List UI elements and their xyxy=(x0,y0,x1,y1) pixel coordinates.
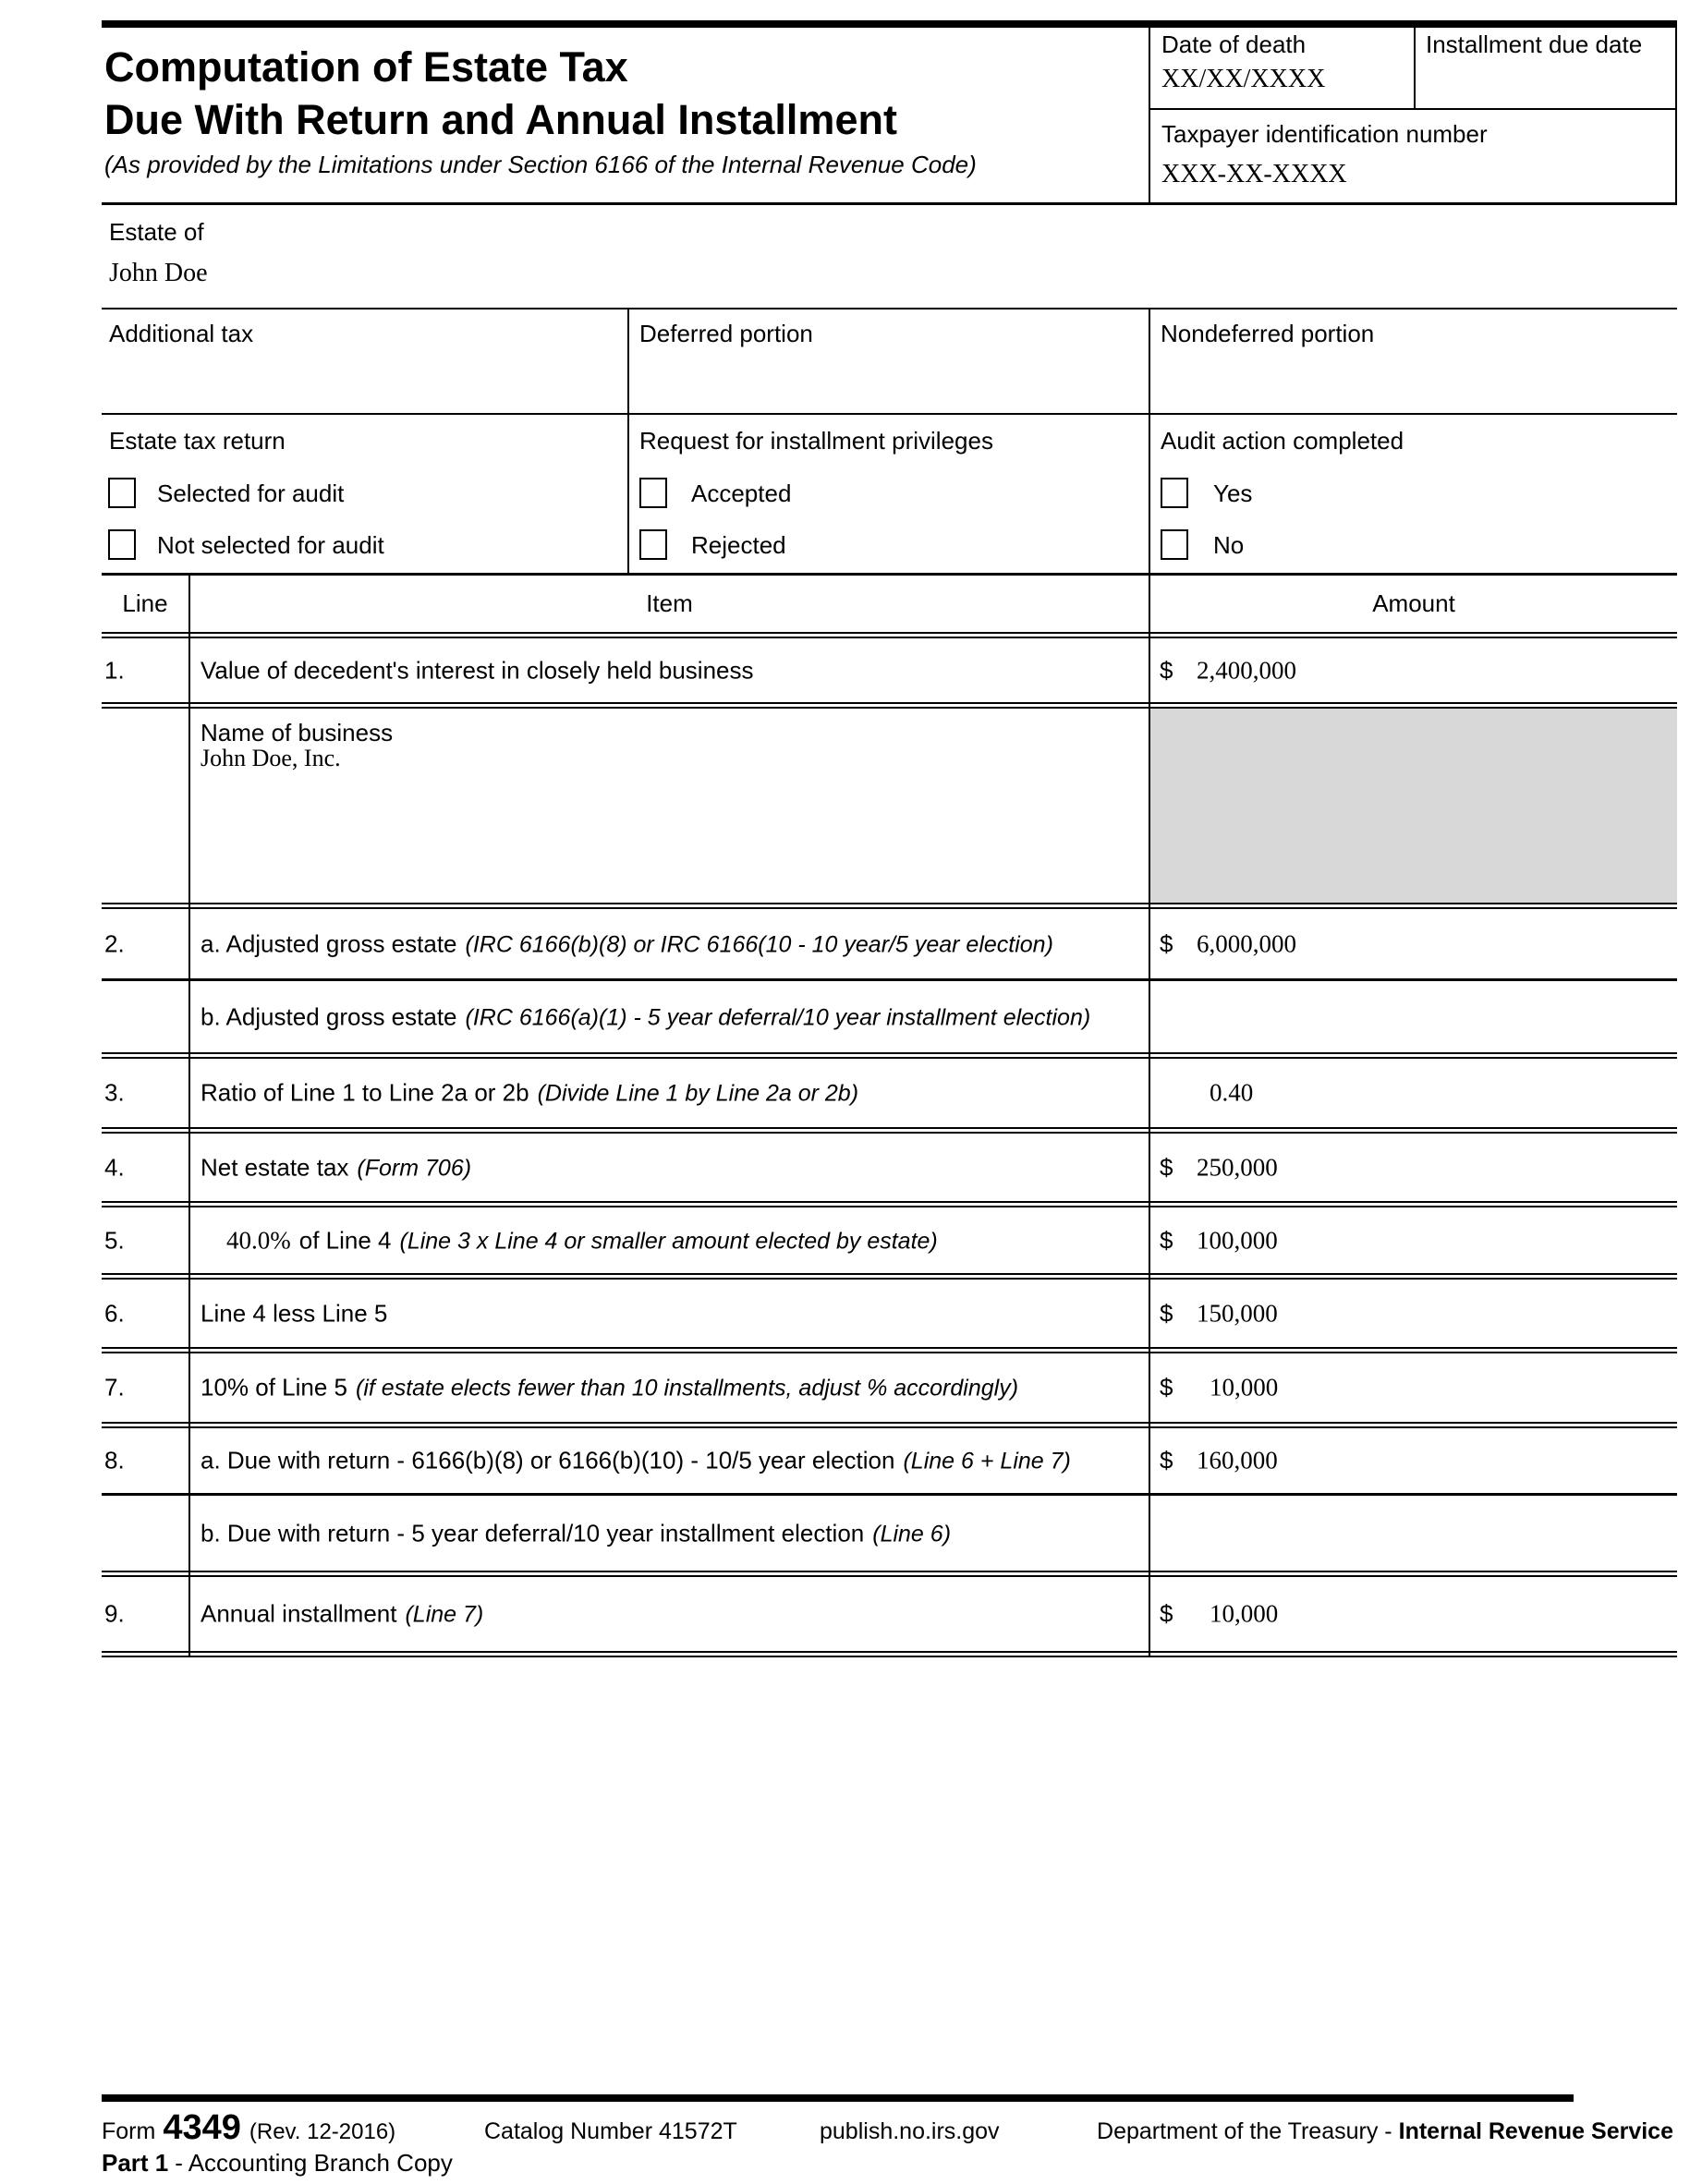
row-rule xyxy=(102,1201,1677,1207)
infobox-right-rule xyxy=(1675,20,1677,205)
line-number: 7. xyxy=(104,1373,125,1401)
top-rule xyxy=(102,20,1677,28)
amount-value[interactable]: 160,000 xyxy=(1197,1446,1278,1474)
row-rule xyxy=(102,903,1677,909)
additional-tax-label: Additional tax xyxy=(109,320,254,347)
shaded-amount-cell xyxy=(1150,709,1677,903)
table-row-1 xyxy=(102,638,1677,702)
form-subtitle: (As provided by the Limitations under Section 6166 of the Internal Revenue Code) xyxy=(104,151,977,178)
footer-form-id xyxy=(102,2108,395,2148)
item-note: (IRC 6166(a)(1) - 5 year deferral/10 year installment election) xyxy=(465,1004,1091,1030)
line-number: 8. xyxy=(104,1446,125,1474)
form-title-line1: Computation of Estate Tax xyxy=(104,43,628,91)
table-bottom-rule xyxy=(102,1651,1677,1657)
estate-of-bottom-rule xyxy=(102,308,1677,309)
item-text: Ratio of Line 1 to Line 2a or 2b (Divide Line 1 by Line 2a or 2b) xyxy=(201,1078,859,1107)
table-row-8b xyxy=(102,1496,1677,1571)
tin-value[interactable]: XXX-XX-XXXX xyxy=(1161,160,1347,188)
col-header-item: Item xyxy=(646,589,693,617)
item-note: (Line 6) xyxy=(872,1521,952,1547)
line-number: 4. xyxy=(104,1153,125,1181)
infobox-divider xyxy=(1149,108,1677,110)
item-text: 10% of Line 5 (if estate elects fewer than 10 installments, adjust % accordingly) xyxy=(201,1373,1019,1401)
tin-label: Taxpayer identification number xyxy=(1161,120,1488,148)
line-number: 6. xyxy=(104,1299,125,1327)
footer-part: Part 1 - Accounting Branch Copy xyxy=(102,2149,453,2177)
item-note: (if estate elects fewer than 10 installments, adjust % accordingly) xyxy=(356,1375,1019,1401)
item-note: (Line 3 x Line 4 or smaller amount elected by estate) xyxy=(399,1228,938,1254)
amount-value[interactable]: 2,400,000 xyxy=(1197,656,1296,684)
item-text: Net estate tax (Form 706) xyxy=(201,1153,472,1181)
table-row-6 xyxy=(102,1280,1677,1347)
item-text: 40.0% of Line 4 (Line 3 x Line 4 or smaller amount elected by estate) xyxy=(226,1226,938,1254)
row-rule xyxy=(102,1273,1677,1280)
deferred-portion-label: Deferred portion xyxy=(639,320,813,347)
table-row-8a xyxy=(102,1428,1677,1493)
table-row-3 xyxy=(102,1059,1677,1127)
item-text: Value of decedent's interest in closely held business xyxy=(201,656,754,684)
amount-value[interactable]: 10,000 xyxy=(1210,1599,1279,1628)
item-text: b. Due with return - 5 year deferral/10 year installment election (Line 6) xyxy=(201,1519,952,1547)
dollar-sign: $ xyxy=(1160,1226,1173,1254)
item-note: (Line 7) xyxy=(405,1601,484,1628)
checkbox-rejected[interactable] xyxy=(639,529,667,560)
checkbox-yes[interactable] xyxy=(1161,478,1188,508)
checkbox-selected-for-audit[interactable] xyxy=(108,478,136,508)
table-row-2a xyxy=(102,909,1677,978)
footer-revision: (Rev. 12-2016) xyxy=(249,2119,396,2144)
business-name-label: Name of business xyxy=(201,719,394,746)
amount-value[interactable]: 0.40 xyxy=(1210,1078,1254,1107)
row-rule xyxy=(102,1422,1677,1428)
dollar-sign: $ xyxy=(1160,1373,1173,1401)
line-number: 9. xyxy=(104,1599,125,1628)
portions-col-rule-1 xyxy=(627,308,629,573)
footer-department: Department of the Treasury - Internal Revenue Service xyxy=(1097,2118,1673,2144)
table-row-5 xyxy=(102,1207,1677,1273)
portions-col-rule-2 xyxy=(1149,308,1150,573)
header-bottom-rule xyxy=(102,202,1677,205)
form-title-line2: Due With Return and Annual Installment xyxy=(104,96,897,143)
line-number: 1. xyxy=(104,656,125,684)
installment-due-date-label: Installment due date xyxy=(1426,30,1643,58)
item-note: (Line 6 + Line 7) xyxy=(903,1448,1071,1474)
dollar-sign: $ xyxy=(1160,656,1173,684)
footer-form-word: Form xyxy=(102,2118,156,2144)
installment-privileges-label: Request for installment privileges xyxy=(639,427,993,455)
line-number: 3. xyxy=(104,1078,125,1107)
checkbox-no[interactable] xyxy=(1161,529,1188,560)
estate-of-value[interactable]: John Doe xyxy=(109,259,208,287)
bottom-rule xyxy=(102,2094,1574,2102)
amount-value[interactable]: 250,000 xyxy=(1197,1153,1278,1181)
item-text: Annual installment (Line 7) xyxy=(201,1599,484,1628)
item-note: (Form 706) xyxy=(357,1155,472,1181)
amount-value[interactable]: 100,000 xyxy=(1197,1226,1278,1254)
amount-value[interactable]: 10,000 xyxy=(1210,1373,1279,1401)
checkbox-accepted-label: Accepted xyxy=(691,479,792,507)
table-row-9 xyxy=(102,1577,1677,1651)
table-row-2b xyxy=(102,981,1677,1052)
row-rule xyxy=(102,632,1677,638)
col-header-line: Line xyxy=(122,589,168,617)
estate-of-label: Estate of xyxy=(109,218,204,246)
row-rule xyxy=(102,702,1677,709)
date-of-death-value[interactable]: XX/XX/XXXX xyxy=(1161,65,1326,93)
item-filled-value[interactable]: 40.0% xyxy=(226,1226,291,1254)
line-number: 5. xyxy=(104,1226,125,1254)
footer-form-number: 4349 xyxy=(163,2108,241,2147)
checkbox-not-selected-for-audit-label: Not selected for audit xyxy=(157,531,384,559)
footer-catalog-number: Catalog Number 41572T xyxy=(484,2118,737,2144)
item-text: a. Due with return - 6166(b)(8) or 6166(b)(10) - 10/5 year election (Line 6 + Line 7) xyxy=(201,1446,1071,1474)
row-rule xyxy=(102,1347,1677,1353)
row-rule xyxy=(102,1052,1677,1059)
checkbox-accepted[interactable] xyxy=(639,478,667,508)
item-text: Line 4 less Line 5 xyxy=(201,1299,388,1327)
item-text: b. Adjusted gross estate (IRC 6166(a)(1) - 5 year deferral/10 year installment election) xyxy=(201,1002,1091,1030)
checkbox-rejected-label: Rejected xyxy=(691,531,786,559)
dollar-sign: $ xyxy=(1160,1153,1173,1181)
portions-bottom-rule xyxy=(102,413,1677,415)
business-name-value[interactable]: John Doe, Inc. xyxy=(201,745,341,771)
infobox-mid-rule xyxy=(1414,20,1416,110)
item-text: a. Adjusted gross estate (IRC 6166(b)(8) or IRC 6166(10 - 10 year/5 year election) xyxy=(201,929,1053,957)
audit-action-label: Audit action completed xyxy=(1161,427,1404,455)
amount-value[interactable]: 150,000 xyxy=(1197,1299,1278,1327)
amount-value[interactable]: 6,000,000 xyxy=(1197,929,1296,957)
item-note: (Divide Line 1 by Line 2a or 2b) xyxy=(537,1080,859,1107)
dollar-sign: $ xyxy=(1160,1446,1173,1474)
footer-website: publish.no.irs.gov xyxy=(820,2118,1000,2144)
line-number: 2. xyxy=(104,929,125,957)
checkbox-no-label: No xyxy=(1213,531,1245,559)
dollar-sign: $ xyxy=(1160,1599,1173,1628)
col-header-amount: Amount xyxy=(1372,589,1455,617)
nondeferred-portion-label: Nondeferred portion xyxy=(1161,320,1375,347)
checkbox-selected-for-audit-label: Selected for audit xyxy=(157,479,345,507)
footer-agency: Internal Revenue Service xyxy=(1398,2118,1673,2144)
date-of-death-label: Date of death xyxy=(1161,30,1307,58)
table-row-7 xyxy=(102,1353,1677,1422)
table-row-4 xyxy=(102,1134,1677,1201)
row-rule xyxy=(102,1127,1677,1134)
dollar-sign: $ xyxy=(1160,929,1173,957)
infobox-left-rule xyxy=(1149,20,1150,205)
dollar-sign: $ xyxy=(1160,1299,1173,1327)
footer-part-label: Part 1 xyxy=(102,2149,169,2177)
checkbox-not-selected-for-audit[interactable] xyxy=(108,529,136,560)
row-rule xyxy=(102,1571,1677,1577)
item-note: (IRC 6166(b)(8) or IRC 6166(10 - 10 year/5 year election) xyxy=(465,931,1053,957)
checkbox-yes-label: Yes xyxy=(1213,479,1253,507)
estate-tax-return-label: Estate tax return xyxy=(109,427,286,455)
